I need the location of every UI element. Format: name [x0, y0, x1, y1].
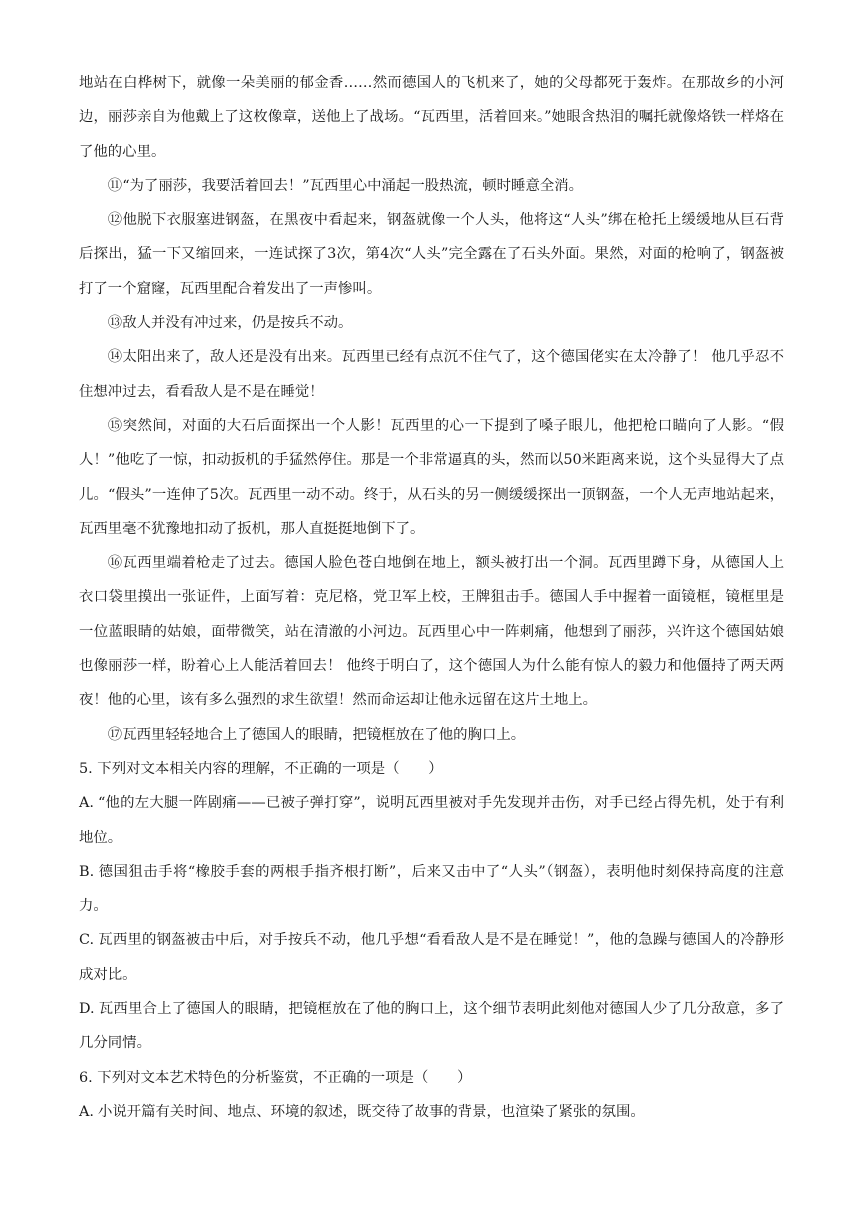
- option-text: 小说开篇有关时间、地点、环境的叙述，既交待了故事的背景，也渲染了紧张的氛围。: [97, 1103, 645, 1120]
- option-text: “他的左大腿一阵剧痛——已被子弹打穿”，说明瓦西里被对手先发现并击伤，对手已经占得先机，处于有利地位。: [79, 795, 784, 846]
- option-letter: D.: [79, 1001, 95, 1018]
- question-5-option-c[interactable]: [79, 923, 784, 992]
- passage-paragraph-cont: 地站在白桦树下，就像一朵美丽的郁金香……然而德国人的飞机来了，她的父母都死于轰炸。在那故乡的小河边，丽莎亲自为他戴上了这枚像章，送他上了战场。“瓦西里，活着回来。”她眼含热泪的嘱托就像烙铁一样烙在了他的心里。: [79, 75, 784, 160]
- question-5-option-b[interactable]: [79, 855, 784, 924]
- option-text: 瓦西里合上了德国人的眼睛，把镜框放在了他的胸口上，这个细节表明此刻他对德国人少了几分敌意，多了几分同情。: [79, 1001, 784, 1052]
- passage-paragraph-17: ⑰瓦西里轻轻地合上了德国人的眼睛，把镜框放在了他的胸口上。: [107, 726, 526, 743]
- passage-paragraph-11: ⑪“为了丽莎，我要活着回去！”瓦西里心中涌起一股热流，顿时睡意全消。: [107, 177, 584, 194]
- question-5-option-d[interactable]: [79, 992, 784, 1061]
- passage-paragraph-15: ⑮突然间，对面的大石后面探出一个人影！瓦西里的心一下提到了嗓子眼儿，他把枪口瞄向了人影。“假人！”他吃了一惊，扣动扳机的手猛然停住。那是一个非常逼真的头，然而以50米距离来说，这个头显得大了点儿。“假头”一连伸了5次。瓦西里一动不动。终于，从石头的另一侧缓缓探出一顶钢盔，一个人无声地站起来，瓦西里毫不犹豫地扣动了扳机，那人直挺挺地倒下了。: [79, 417, 784, 537]
- passage-paragraph-16: ⑯瓦西里端着枪走了过去。德国人脸色苍白地倒在地上，额头被打出一个洞。瓦西里蹲下身，从德国人上衣口袋里摸出一张证件，上面写着：克尼格，党卫军上校，王牌狙击手。德国人手中握着一面镜框，镜框里是一位蓝眼睛的姑娘，面带微笑，站在清澈的小河边。瓦西里心中一阵刺痛，他想到了丽莎，兴许这个德国姑娘也像丽莎一样，盼着心上人能活着回去！ 他终于明白了，这个德国人为什么能有惊人的毅力和他僵持了两天两夜！他的心里，该有多么强烈的求生欲望！然而命运却让他永远留在这片土地上。: [79, 555, 784, 709]
- question-5-title: 5. 下列对文本相关内容的理解，不正确的一项是（ ）: [79, 760, 443, 777]
- question-6-option-a[interactable]: [79, 1095, 784, 1129]
- document-page: [79, 66, 784, 1129]
- passage-paragraph-12: ⑫他脱下衣服塞进钢盔，在黑夜中看起来，钢盔就像一个人头，他将这“人头”绑在枪托上缓缓地从巨石背后探出，猛一下又缩回来，一连试探了3次，第4次“人头”完全露在了石头外面。果然，对面的枪响了，钢盔被打了一个窟窿，瓦西里配合着发出了一声惨叫。: [79, 212, 784, 297]
- option-text: 瓦西里的钢盔被击中后，对手按兵不动，他几乎想“看看敌人是不是在睡觉！”，他的急躁与德国人的冷静形成对比。: [79, 932, 784, 983]
- passage-paragraph-13: ⑬敌人并没有冲过来，仍是按兵不动。: [107, 315, 353, 332]
- option-letter: C.: [79, 932, 95, 949]
- option-letter: A.: [79, 1103, 94, 1120]
- option-letter: A.: [79, 795, 94, 812]
- question-5-option-a[interactable]: [79, 786, 784, 855]
- option-text: 德国狙击手将“橡胶手套的两根手指齐根打断”，后来又击中了“人头”（钢盔），表明他时刻保持高度的注意力。: [79, 863, 784, 915]
- option-letter: B.: [79, 863, 95, 880]
- question-6-title: 6. 下列对文本艺术特色的分析鉴赏，不正确的一项是（ ）: [79, 1069, 472, 1086]
- passage-paragraph-14: ⑭太阳出来了，敌人还是没有出来。瓦西里已经有点沉不住气了，这个德国佬实在太冷静了！ 他几乎忍不住想冲过去，看看敌人是不是在睡觉！: [79, 349, 784, 400]
